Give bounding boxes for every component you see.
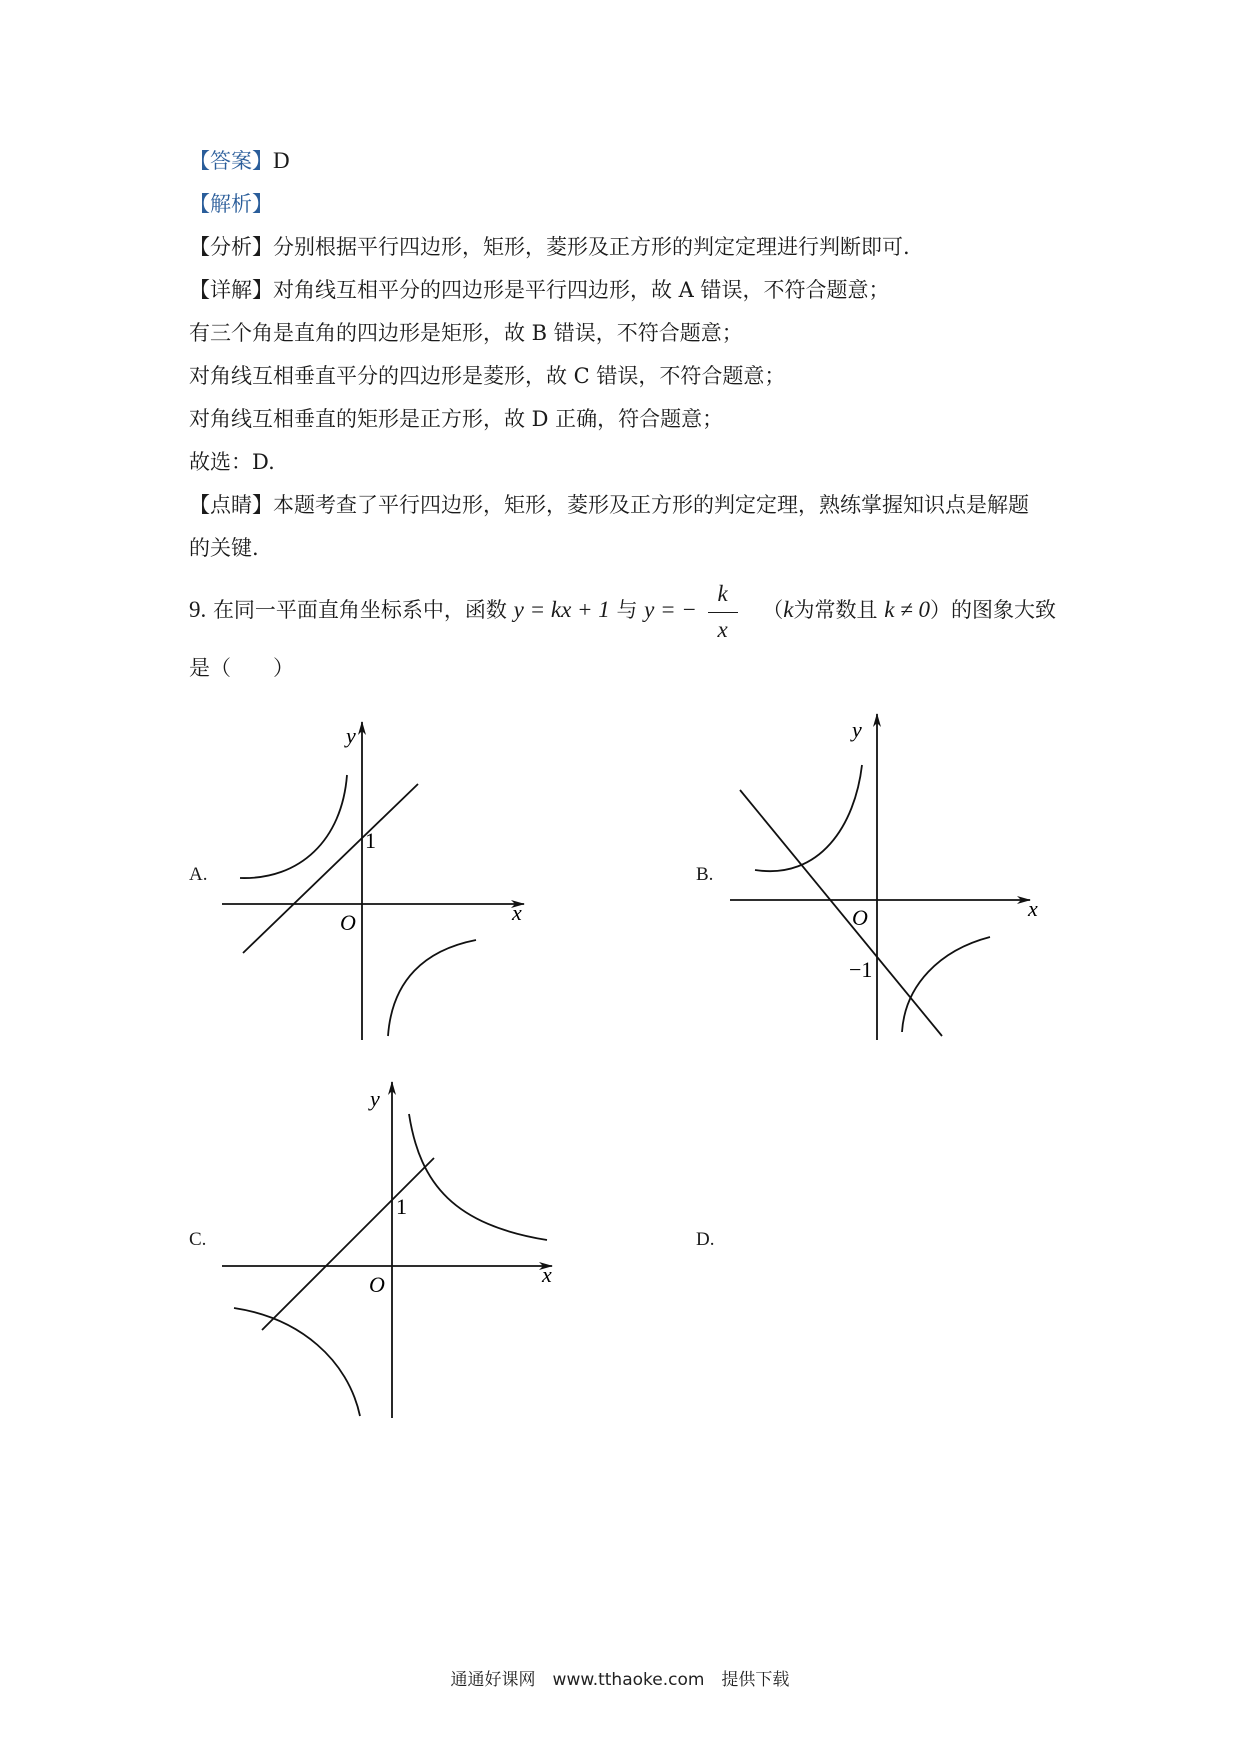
hyperbola-branch-upper — [409, 1114, 547, 1240]
k-variable: k — [783, 597, 794, 622]
question-text-d: 为常数且 — [793, 598, 878, 622]
hyperbola-branch-upper — [755, 765, 862, 871]
option-b-label: B. — [696, 864, 714, 885]
fraction-numerator: k — [717, 580, 728, 606]
origin-label: O — [852, 905, 868, 930]
equation-linear: y = kx + 1 — [513, 597, 610, 622]
analysis-line — [189, 190, 273, 218]
y-axis-label: y — [346, 723, 356, 748]
origin-label: O — [369, 1272, 385, 1297]
origin-label: O — [340, 910, 356, 935]
xiangjie-tag: 【详解】 — [189, 278, 273, 302]
xiangjie-text-1: 对角线互相平分的四边形是平行四边形，故 A 错误，不符合题意； — [273, 278, 890, 302]
fraction-denominator: x — [717, 616, 728, 642]
linear-graph — [243, 784, 418, 953]
dianjing-tag: 【点睛】 — [189, 493, 273, 517]
y-intercept-label: −1 — [849, 957, 873, 982]
fenxi-text: 分别根据平行四边形，矩形，菱形及正方形的判定定理进行判断即可. — [273, 235, 910, 259]
hyperbola-branch-upper — [240, 775, 347, 878]
xiangjie-line-4: 对角线互相垂直的矩形是正方形，故 D 正确，符合题意； — [189, 407, 724, 431]
option-c-graph — [210, 1080, 560, 1420]
fenxi-line — [189, 233, 910, 261]
y-axis-label: y — [370, 1086, 380, 1111]
question-line-2: 是（ ） — [189, 656, 294, 680]
xiangjie-line-3: 对角线互相垂直平分的四边形是菱形，故 C 错误，不符合题意； — [189, 364, 786, 388]
dianjing-line-2: 的关键. — [189, 536, 259, 560]
hyperbola-branch-lower — [388, 940, 476, 1036]
dianjing-line-1 — [189, 491, 1029, 519]
answer-value: D — [273, 148, 290, 173]
y-intercept-label: 1 — [365, 828, 376, 853]
hyperbola-branch-lower — [902, 937, 990, 1032]
footer-source: 通通好课网 www.tthaoke.com 提供下载 — [450, 1670, 790, 1690]
question-text-c: （ — [762, 598, 784, 622]
answer-line — [189, 147, 290, 175]
y-intercept-label: 1 — [396, 1194, 407, 1219]
option-b-graph — [720, 712, 1050, 1042]
xiangjie-line-2: 有三个角是直角的四边形是矩形，故 B 错误，不符合题意； — [189, 321, 743, 345]
answer-tag: 【答案】 — [189, 149, 273, 173]
y-axis-label: y — [852, 717, 862, 742]
xiangjie-line-5: 故选：D. — [189, 450, 275, 474]
xiangjie-line-1 — [189, 276, 890, 304]
equation-inverse-lhs: y = − — [644, 597, 697, 622]
fenxi-tag: 【分析】 — [189, 235, 273, 259]
question-line-1 — [189, 580, 1057, 642]
option-d-label: D. — [696, 1229, 715, 1250]
linear-graph — [262, 1158, 434, 1330]
condition-k-nonzero: k ≠ 0 — [884, 597, 931, 622]
x-axis-label: x — [542, 1262, 552, 1287]
x-axis-label: x — [512, 900, 522, 925]
analysis-tag: 【解析】 — [189, 192, 273, 216]
option-a-graph — [210, 720, 530, 1040]
dianjing-text-1: 本题考查了平行四边形，矩形，菱形及正方形的判定定理，熟练掌握知识点是解题 — [273, 493, 1029, 517]
equation-fraction — [704, 580, 742, 642]
linear-graph — [740, 790, 942, 1036]
option-a-label: A. — [189, 864, 208, 885]
hyperbola-branch-lower — [234, 1308, 360, 1416]
fraction-bar — [708, 612, 738, 613]
question-text-b: 与 — [616, 598, 638, 622]
option-c-label: C. — [189, 1229, 207, 1250]
question-number: 9. — [189, 597, 207, 622]
x-axis-label: x — [1028, 896, 1038, 921]
question-text-e: ）的图象大致 — [930, 598, 1057, 622]
question-text-a: 在同一平面直角坐标系中，函数 — [212, 598, 507, 622]
